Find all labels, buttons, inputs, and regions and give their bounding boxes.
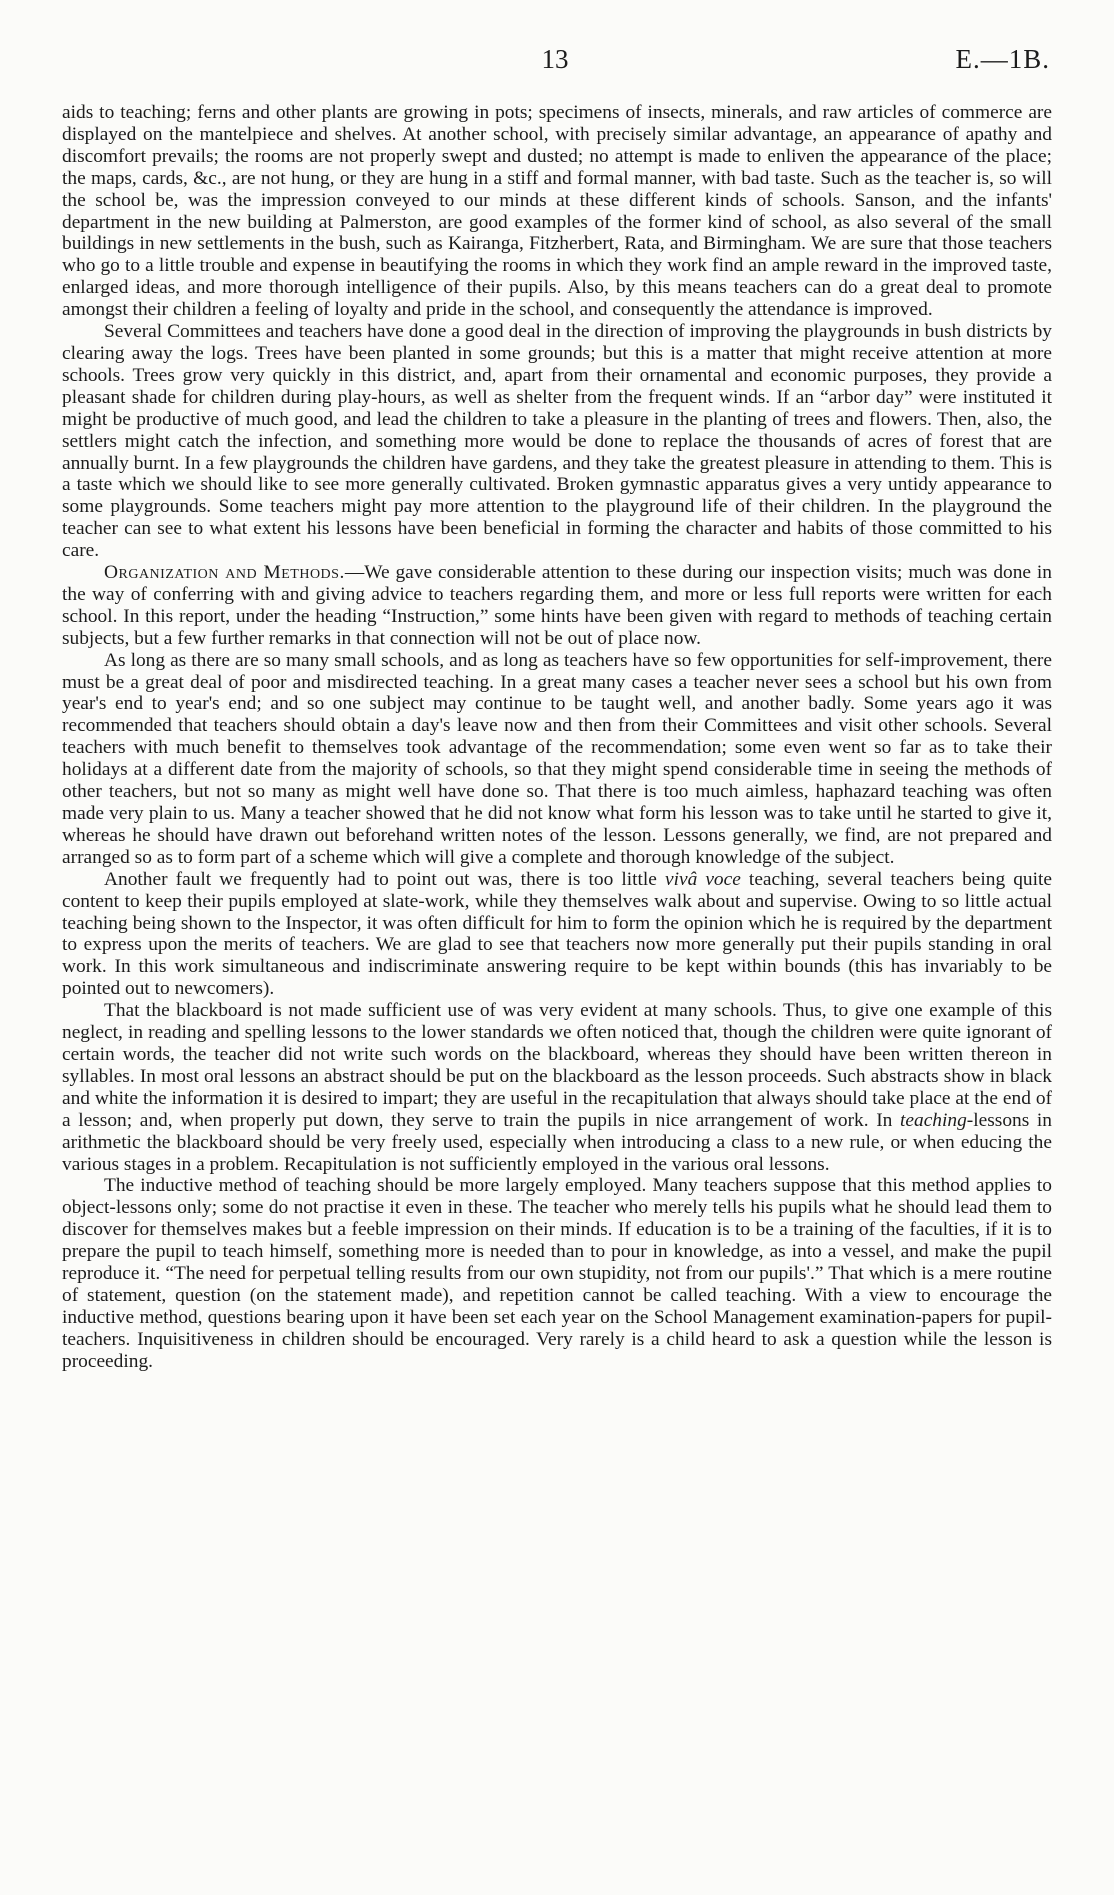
paragraph: The inductive method of teaching should be more largely employed. Many teachers suppose that this method applies to object-lessons only; some do not practise it even in these. The teacher who merely tells his pupils what he should lead them to discover for themselves makes but a feeble impression on their minds. If education is to be a training of the faculties, if it is to prepare the pupil to teach himself, something more is needed than to pour in knowledge, as into a vessel, and make the pupil reproduce it. “The need for perpetual telling results from our own stupidity, not from our pupils'.” That which is a mere routine of statement, question (on the statement made), and repetition cannot be called teaching. With a view to encourage the inductive method, questions bearing upon it have been set each year on the School Management examination-papers for pupil-teachers. Inquisitiveness in children should be encouraged. Very rarely is a child heard to ask a question while the lesson is proceeding. [62,1175,1052,1372]
italic-phrase: vivâ voce [664,868,741,890]
paragraph [62,869,1052,1000]
paragraph-text: -lessons in arithmetic the blackboard should be very freely used, especially when introducing a class to a new rule, or when educing the various stages in a problem. Recapitulation is not sufficiently employed in the various oral lessons. [62,1109,1052,1175]
italic-phrase: teaching [900,1109,967,1131]
series-code: E.—1B. [955,44,1050,74]
paragraph-text: teaching, several teachers being quite content to keep their pupils employed at slate-work, while they themselves walk about and supervise. Owing to so little actual teaching being shown to the Inspector, it was often difficult for him to form the opinion which he is required by the department to express upon the merits of teachers. We are glad to see that teachers now more generally put their pupils standing in oral work. In this work simultaneous and indiscriminate answering require to be kept within bounds (this has invariably to be pointed out to newcomers). [62,868,1052,1000]
paragraph-text: Another fault we frequently had to point out was, there is too little [104,868,665,890]
body-text [62,102,1052,1373]
paragraph: As long as there are so many small schools, and as long as teachers have so few opportunities for self-improvement, there must be a great deal of poor and misdirected teaching. In a great many cases a teacher never sees a school but his own from year's end to year's end; and so one subject may continue to be taught well, and another badly. Some years ago it was recommended that teachers should obtain a day's leave now and then from their Committees and visit other schools. Several teachers with much benefit to themselves took advantage of the recommendation; some even went so far as to take their holidays at a different date from the majority of schools, so that they might spend considerable time in seeing the methods of other teachers, but not so many as might well have done so. That there is too much aimless, haphazard teaching was often made very plain to us. Many a teacher showed that he did not know what form his lesson was to take until he started to give it, whereas he should have drawn out beforehand written notes of the lesson. Lessons generally, we find, are not prepared and arranged so as to form part of a scheme which will give a complete and thorough knowledge of the subject. [62,649,1052,868]
paragraph [62,562,1052,650]
paragraph: aids to teaching; ferns and other plants are growing in pots; specimens of insects, minerals, and raw articles of commerce are displayed on the mantelpiece and shelves. At another school, with precisely similar advantage, an appearance of apathy and discomfort prevails; the rooms are not properly swept and dusted; no attempt is made to enliven the appearance of the place; the maps, cards, &c., are not hung, or they are hung in a stiff and formal manner, with bad taste. Such as the teacher is, so will the school be, was the impression conveyed to our minds at these different kinds of schools. Sanson, and the infants' department in the new building at Palmerston, are good examples of the former kind of school, as also several of the small buildings in new settlements in the bush, such as Kairanga, Fitzherbert, Rata, and Birmingham. We are sure that those teachers who go to a little trouble and expense in beautifying the rooms in which they work find an ample reward in the improved taste, enlarged ideas, and more thorough intelligence of their pupils. Also, by this means teachers can do a great deal to promote amongst their children a feeling of loyalty and pride in the school, and consequently the attendance is improved. [62,102,1052,321]
section-heading: Organization and Methods. [104,562,345,584]
paragraph-text: That the blackboard is not made sufficient use of was very evident at many schools. Thus, to give one example of this neglect, in reading and spelling lessons to the lower standards we often noticed that, though the children were quite ignorant of certain words, the teacher did not write such words on the blackboard, whereas they should have been written thereon in syllables. In most oral lessons an abstract should be put on the blackboard as the lesson proceeds. Such abstracts show in black and white the information it is desired to impart; they are useful in the recapitulation that always should take place at the end of a lesson; and, when properly put down, they serve to train the pupils in nice arrangement of work. In [62,1000,1052,1131]
paragraph [62,1000,1052,1175]
page-number: 13 [541,44,569,74]
paragraph-text: —We gave considerable attention to these during our inspection visits; much was done in the way of conferring with and giving advice to teachers regarding them, and more or less full reports were written for each school. In this report, under the heading “Instruction,” some hints have been given with regard to methods of teaching certain subjects, but a few further remarks in that connection will not be out of place now. [62,562,1053,649]
paragraph: Several Committees and teachers have done a good deal in the direction of improving the playgrounds in bush districts by clearing away the logs. Trees have been planted in some grounds; but this is a matter that might receive attention at more schools. Trees grow very quickly in this district, and, apart from their ornamental and economic purposes, they provide a pleasant shade for children during play-hours, as well as shelter from the frequent winds. If an “arbor day” were instituted it might be productive of much good, and lead the children to take a pleasure in the planting of trees and flowers. Then, also, the settlers might catch the infection, and something more would be done to replace the thousands of acres of forest that are annually burnt. In a few playgrounds the children have gardens, and they take the greatest pleasure in attending to them. This is a taste which we should like to see more generally cultivated. Broken gymnastic apparatus gives a very untidy appearance to some playgrounds. Some teachers might pay more attention to the playground life of their children. In the playground the teacher can see to what extent his lessons have been beneficial in forming the character and habits of those committed to his care. [62,321,1052,562]
page-header [60,44,1050,84]
